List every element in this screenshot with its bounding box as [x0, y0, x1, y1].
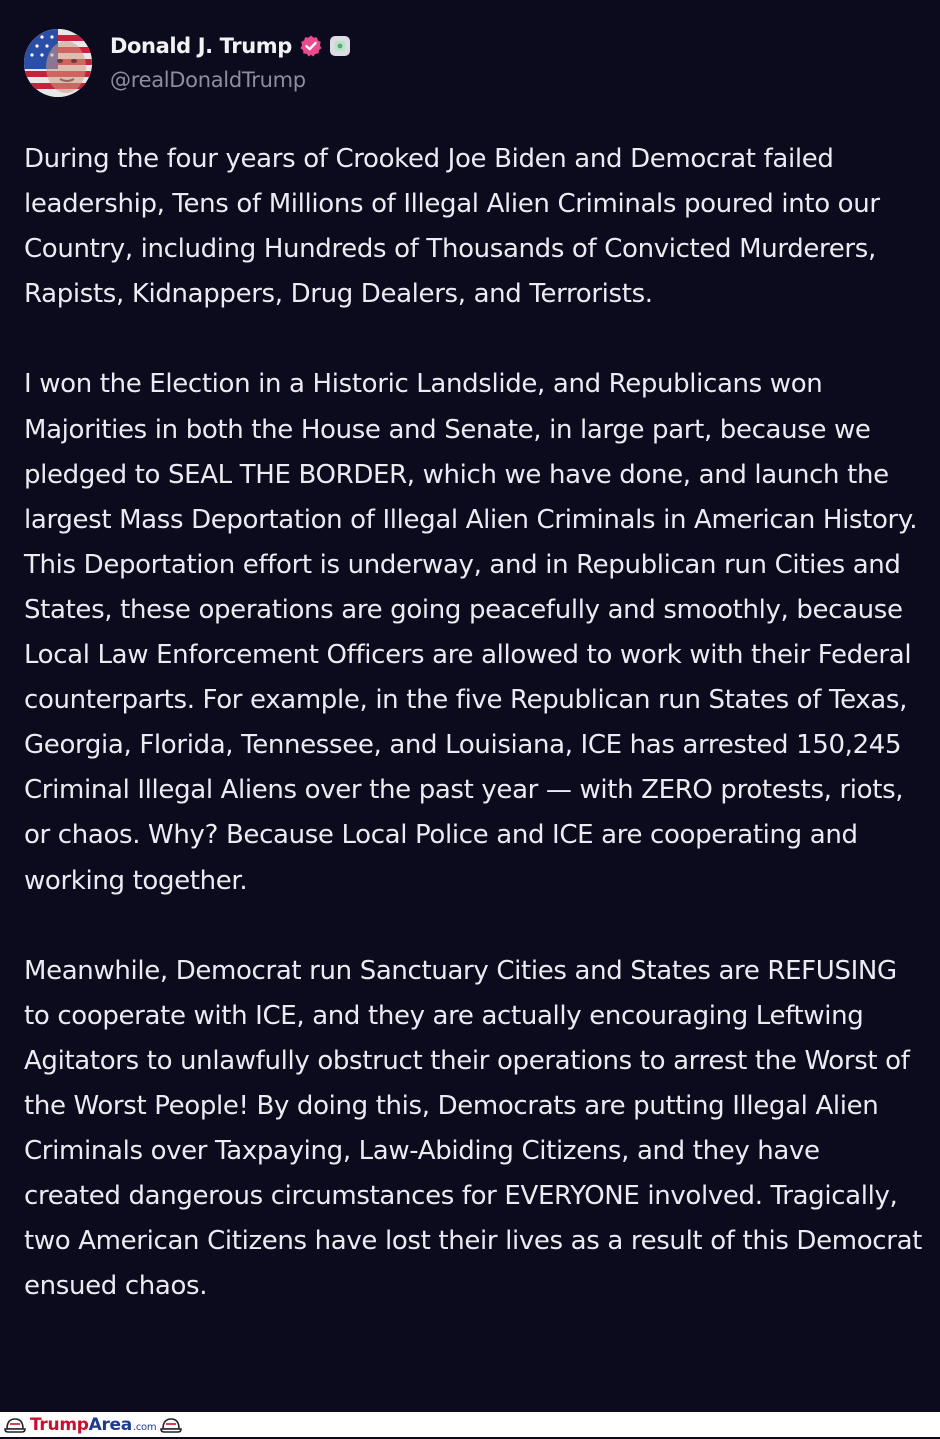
watermark-brand[interactable] — [30, 1415, 156, 1435]
verified-badge-icon — [299, 34, 323, 58]
post-body — [24, 137, 924, 1309]
name-row — [110, 29, 351, 63]
post-paragraph-1: During the four years of Crooked Joe Biden and Democrat failed leadership, Tens of Millions of Illegal Alien Criminals poured into our Country, including Hundreds of Thousands of Convicted Murderers, Rapists, Kidnappers, Drug Dealers, and Terrorists. — [24, 144, 880, 310]
post-header — [24, 28, 351, 98]
hat-icon — [4, 1415, 26, 1435]
affiliate-badge-icon — [329, 35, 351, 57]
brand-part-area: Area — [88, 1414, 132, 1435]
post-paragraph-2: I won the Election in a Historic Landslide, and Republicans won Majorities in both the House and Senate, in large part, because we pledged to SEAL THE BORDER, which we have done, and launch the largest Mass Deportation of Illegal Alien Criminals in American History. This Deportation effort is underway, and in Republican run Cities and States, these operations are going peacefully and smoothly, because Local Law Enforcement Officers are allowed to work with their Federal counterparts. For example, in the five Republican run States of Texas, Georgia, Florida, Tennessee, and Louisiana, ICE has arrested 150,245 Criminal Illegal Aliens over the past year — with ZERO protests, riots, or chaos. Why? Because Local Police and ICE are cooperating and working together. — [24, 369, 918, 896]
author-info — [110, 29, 351, 97]
post-paragraph-3: Meanwhile, Democrat run Sanctuary Cities and States are REFUSING to cooperate with ICE, and they are actually encouraging Leftwing Agitators to unlawfully obstruct their operations to arrest the Worst of the Worst People! By doing this, Democrats are putting Illegal Alien Criminals over Taxpaying, Law-Abiding Citizens, and they have created dangerous circumstances for EVERYONE involved. Tragically, two American Citizens have lost their lives as a result of this Democrat ensued chaos. — [24, 955, 922, 1302]
avatar[interactable] — [24, 29, 92, 97]
user-handle[interactable]: @realDonaldTrump — [110, 68, 306, 92]
watermark-bar — [0, 1412, 940, 1437]
brand-part-com: .com — [132, 1421, 157, 1433]
hat-icon — [160, 1415, 182, 1435]
brand-part-trump: Trump — [30, 1414, 89, 1435]
avatar-image — [24, 29, 92, 97]
display-name[interactable]: Donald J. Trump — [110, 34, 292, 58]
